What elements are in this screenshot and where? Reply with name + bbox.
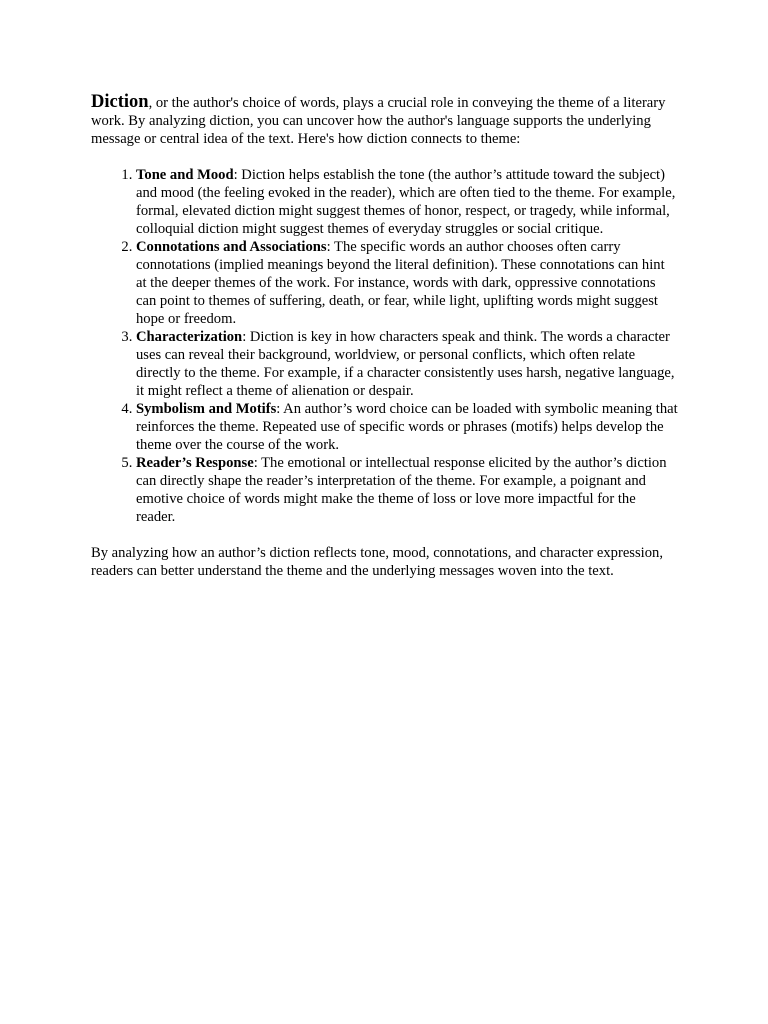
list-item-text: : Diction is key in how characters speak and think. The words a character uses can reveal their background, worldview, or personal conflicts, which often relate directly to the theme. For example, if a character consistently uses harsh, negative language, it might reflect a theme of alienation or despair. — [136, 329, 675, 399]
list-item-text: : The specific words an author chooses often carry connotations (implied meanings beyond the literal definition). These connotations can hint at the deeper themes of the work. For instance, words with dark, oppressive connotations can point to themes of suffering, death, or fear, while light, uplifting words might suggest hope or freedom. — [136, 239, 665, 327]
list-item-term: Symbolism and Motifs — [136, 401, 277, 417]
list-item-term: Tone and Mood — [136, 167, 234, 183]
list-item — [136, 328, 678, 400]
list-item-text: : The emotional or intellectual response elicited by the author’s diction can directly shape the reader’s interpretation of the theme. For example, a poignant and emotive choice of words might make the theme of loss or love more impactful for the reader. — [136, 455, 667, 525]
list-item — [136, 238, 678, 328]
list-item — [136, 400, 678, 454]
diction-list — [91, 166, 678, 526]
list-item-term: Reader’s Response — [136, 455, 254, 471]
list-item-text: : Diction helps establish the tone (the author’s attitude toward the subject) and mood (the feeling evoked in the reader), which are often tied to the theme. For example, formal, elevated diction might suggest themes of honor, respect, or tragedy, while informal, colloquial diction might suggest themes of everyday struggles or social critique. — [136, 167, 676, 237]
intro-term: Diction — [91, 92, 149, 112]
list-item — [136, 454, 678, 526]
list-item-term: Connotations and Associations — [136, 239, 327, 255]
list-item — [136, 166, 678, 238]
conclusion-paragraph: By analyzing how an author’s diction reflects tone, mood, connotations, and character expression, readers can better understand the theme and the underlying messages woven into the text. — [91, 545, 663, 579]
intro-paragraph — [91, 93, 678, 148]
list-item-text: : An author’s word choice can be loaded with symbolic meaning that reinforces the theme. Repeated use of specific words or phrases (motifs) helps develop the theme over the course of the work. — [136, 401, 678, 453]
intro-text: , or the author's choice of words, plays a crucial role in conveying the theme of a literary work. By analyzing diction, you can uncover how the author's language supports the underlying message or central idea of the text. Here's how diction connects to theme: — [91, 95, 666, 147]
list-item-term: Characterization — [136, 329, 243, 345]
